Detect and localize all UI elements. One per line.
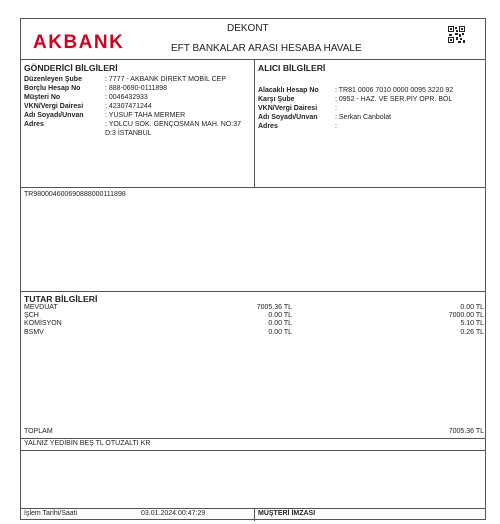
amount-name: BSMV (24, 328, 44, 336)
signature-label: MÜŞTERİ İMZASI (258, 510, 316, 517)
sender-heading: GÖNDERİCİ BİLGİLERİ (24, 63, 118, 73)
sender-section (24, 63, 252, 138)
field-label: VKN/Vergi Dairesi (24, 103, 84, 110)
field-label: Düzenleyen Şube (24, 76, 82, 83)
field-value: : Serkan Canbolat (335, 114, 392, 121)
amount-value-2: 7000.00 TL (448, 312, 484, 320)
total-row (24, 428, 484, 436)
field-label: Adı Soyadı/Unvan (258, 114, 318, 121)
amount-name: KOMİSYON (24, 320, 62, 328)
field-label: Müşteri No (24, 94, 61, 101)
amounts-heading: TUTAR BİLGİLERİ (24, 294, 98, 304)
field-value: : TR81 0006 7010 0000 0095 3220 92 (335, 87, 454, 94)
transaction-date-row (24, 510, 252, 517)
sender-name-row (24, 111, 252, 120)
sender-customer-row (24, 93, 252, 102)
transaction-type: EFT BANKALAR ARASI HESABA HAVALE (171, 43, 362, 54)
amount-value-2: 0.26 TL (460, 328, 484, 336)
receiver-account-row (258, 86, 484, 95)
amounts-section (24, 294, 484, 337)
date-value: 03.01.2024 00:47:29 (141, 510, 206, 517)
amount-name: ŞCH (24, 312, 39, 320)
amount-value-1: 7005.36 TL (256, 304, 292, 311)
field-value: : 7777 - AKBANK DİREKT MOBİL CEP (105, 76, 226, 83)
receipt-header (21, 19, 485, 60)
amount-row (24, 320, 484, 328)
qr-code-icon (448, 26, 465, 43)
field-label: Borçlu Hesap No (24, 85, 81, 92)
amount-value-1: 0.00 TL (268, 312, 292, 320)
sender-account-row (24, 84, 252, 93)
field-value: : 888-0690-0111898 (105, 85, 168, 92)
amount-value-1: 0.00 TL (268, 320, 292, 328)
amount-row (24, 304, 484, 312)
date-label: İşlem Tarihi/Saati (24, 510, 78, 517)
field-value: : YOLCU SOK. GENÇOSMAN MAH. NO:37 D:3 İSTANBUL (105, 121, 242, 137)
amount-value-2: 0.00 TL (460, 304, 484, 311)
receiver-branch-row (258, 95, 484, 104)
sender-branch-row (24, 75, 252, 84)
field-label: Adı Soyadı/Unvan (24, 112, 84, 119)
transaction-description: TR980004600690888000111898 (24, 191, 126, 198)
amount-row (24, 312, 484, 320)
total-label: TOPLAM (24, 428, 53, 435)
field-value: : (335, 105, 337, 112)
receiver-tax-row (258, 104, 484, 113)
field-value: : YUSUF TAHA MERMER (105, 112, 186, 119)
total-value: 7005.36 TL (448, 428, 484, 435)
receiver-section (258, 63, 484, 131)
field-label: Adres (258, 123, 278, 130)
receiver-address-row (258, 122, 484, 131)
field-value: : 42307471244 (105, 103, 152, 110)
field-value: : 0952 - HAZ. VE SER.PİY OPR. BÖL (335, 96, 453, 103)
sender-address-row (24, 120, 252, 138)
amount-value-2: 5.10 TL (460, 320, 484, 328)
total-section (24, 428, 484, 436)
receipt-document (20, 18, 486, 520)
field-label: Karşı Şube (258, 96, 295, 103)
receiver-name-row (258, 113, 484, 122)
field-value: : (335, 123, 337, 130)
sender-tax-row (24, 102, 252, 111)
field-label: Alacaklı Hesap No (258, 87, 319, 94)
akbank-logo: AKBANK (33, 32, 125, 53)
amount-in-words: YALNIZ YEDİBİN BEŞ TL OTUZALTI KR (24, 440, 151, 447)
field-value: : 0046432933 (105, 94, 148, 101)
amount-value-1: 0.00 TL (268, 328, 292, 336)
amount-row (24, 329, 484, 337)
receiver-heading: ALICI BİLGİLERİ (258, 63, 326, 73)
field-label: VKN/Vergi Dairesi (258, 105, 318, 112)
amount-name: MEVDUAT (24, 304, 58, 311)
field-label: Adres (24, 121, 44, 128)
document-title: DEKONT (227, 23, 269, 34)
